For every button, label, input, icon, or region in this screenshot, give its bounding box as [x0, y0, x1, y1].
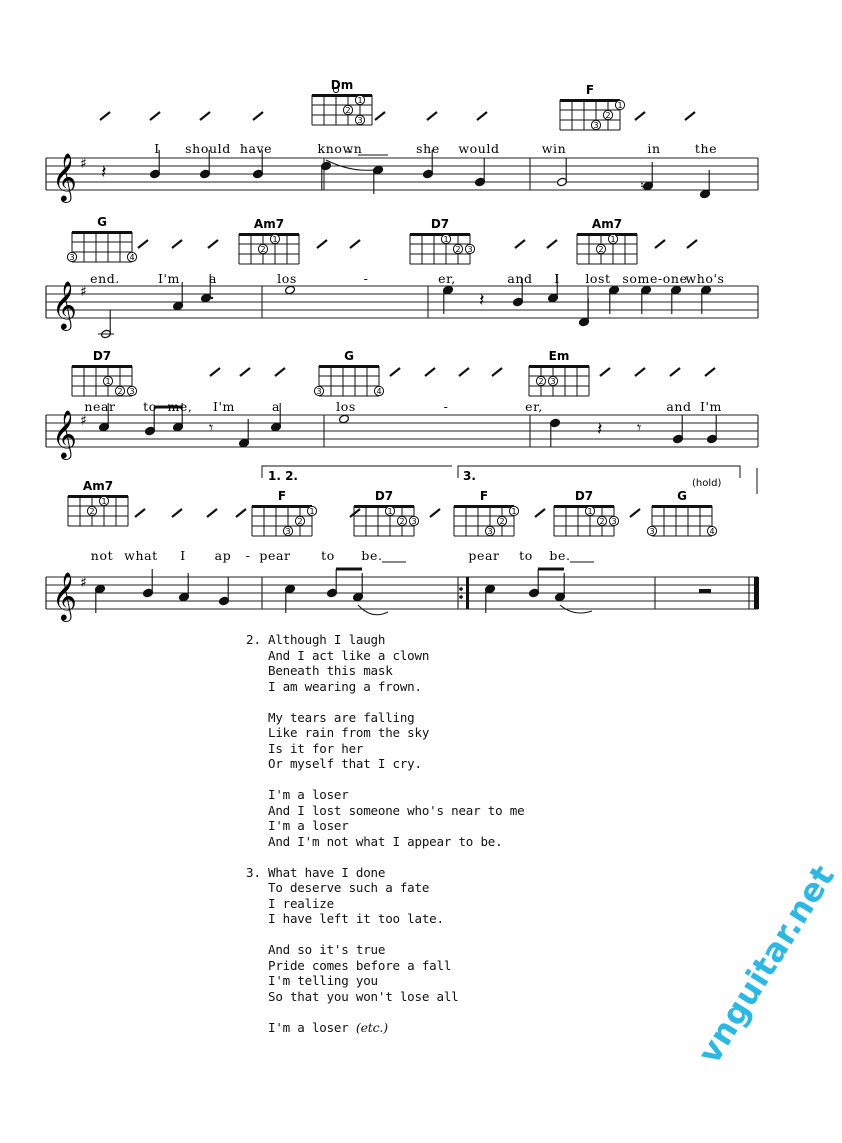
verse-line: I realize	[268, 895, 334, 911]
finger-number: 3	[411, 517, 417, 526]
lyric-syllable: I	[554, 271, 560, 286]
chord-name: D7	[92, 349, 112, 363]
finger-number: 4	[129, 253, 135, 262]
lyric-syllable: er,	[525, 399, 543, 414]
verse-line: What have I done	[268, 864, 386, 880]
rhythm-slash	[375, 112, 385, 120]
chord-diagram	[554, 505, 619, 536]
rhythm-slash	[635, 112, 645, 120]
dot	[211, 297, 213, 299]
finger-number: 3	[487, 527, 493, 536]
quarter-rest: 𝄽	[101, 162, 107, 183]
verse-line: And I'm not what I appear to be.	[268, 833, 503, 849]
finger-number: 4	[709, 527, 715, 536]
lyric-syllable: she	[416, 141, 440, 156]
lyric-syllable: near	[84, 399, 116, 414]
chord-diagram	[410, 233, 475, 264]
lyric-syllable: lost	[585, 271, 611, 286]
verse-line: Pride comes before a fall	[268, 957, 452, 973]
lyric-syllable: los	[336, 399, 356, 414]
verse-line: And so it's true	[268, 942, 386, 957]
treble-clef: 𝄞	[52, 280, 77, 329]
finger-number: 1	[309, 507, 315, 516]
finger-number: 2	[538, 377, 544, 386]
rhythm-slash	[236, 509, 246, 517]
lyric-syllable: in	[647, 141, 661, 156]
chord-name: F	[479, 489, 489, 503]
eighth-rest: 𝄾	[637, 418, 642, 437]
rhythm-slash	[425, 368, 435, 376]
rhythm-slash	[207, 509, 217, 517]
verse-line: And I lost someone who's near to me	[268, 802, 525, 818]
chord-diagram	[67, 231, 136, 262]
lyric-syllable: ap	[214, 548, 232, 563]
finger-number: 2	[605, 111, 611, 120]
rhythm-slash	[275, 368, 285, 376]
lyric-syllable: I'm	[699, 399, 723, 414]
chord-diagram	[560, 99, 625, 130]
finger-number: 1	[587, 507, 593, 516]
verse-number: 3.	[246, 864, 262, 880]
finger-number: 3	[611, 517, 617, 526]
chord-diagram	[239, 233, 299, 264]
finger-number: 1	[105, 377, 111, 386]
chord-diagram	[647, 505, 716, 536]
lyric-syllable: er,	[438, 271, 456, 286]
rhythm-slash	[135, 509, 145, 517]
rhythm-slash	[670, 368, 680, 376]
rhythm-slash	[687, 240, 697, 248]
chord-name: D7	[374, 489, 394, 503]
rhythm-slash	[705, 368, 715, 376]
chord-diagram	[68, 495, 128, 526]
finger-number: 1	[511, 507, 517, 516]
lyric-syllable: a	[271, 399, 281, 414]
rhythm-slash	[200, 112, 210, 120]
finger-number: 2	[117, 387, 123, 396]
treble-clef: 𝄞	[52, 571, 77, 620]
lyric-syllable: known	[317, 141, 363, 156]
quarter-rest: 𝄽	[479, 290, 485, 311]
rhythm-slash	[600, 368, 610, 376]
lyric-syllable: -	[363, 271, 369, 286]
ending-label-1: 1. 2.	[268, 469, 298, 483]
finger-number: 3	[593, 121, 599, 130]
repeat-dot	[459, 587, 463, 591]
finger-number: 1	[443, 235, 449, 244]
rhythm-slash	[427, 112, 437, 120]
verse-line: I have left it too late.	[268, 911, 444, 926]
finger-number: 3	[357, 116, 363, 125]
chord-name: G	[677, 489, 687, 503]
chord-name: Em	[548, 349, 570, 363]
treble-clef: 𝄞	[52, 152, 77, 201]
finger-number: 2	[599, 517, 605, 526]
rhythm-slash	[253, 112, 263, 120]
key-signature-sharp: ♯	[80, 413, 87, 429]
verse-line: Like rain from the sky	[268, 725, 430, 740]
rhythm-slash	[547, 240, 557, 248]
finger-number: 4	[376, 387, 382, 396]
finger-number: 2	[297, 517, 303, 526]
chord-name: Am7	[591, 217, 623, 231]
lyric-syllable: would	[458, 141, 500, 156]
rhythm-slash	[240, 368, 250, 376]
rhythm-slash	[172, 240, 182, 248]
chord-name: F	[585, 83, 595, 97]
half-rest	[699, 589, 711, 593]
lyric-syllable: to	[519, 548, 533, 563]
verse-line: To deserve such a fate	[268, 880, 430, 895]
lyric-syllable: pear	[259, 548, 291, 563]
lyric-syllable: -	[443, 399, 449, 414]
repeat-barline	[466, 577, 469, 609]
finger-number: 3	[316, 387, 322, 396]
rhythm-slash	[685, 112, 695, 120]
finger-number: 3	[649, 527, 655, 536]
finger-number: 3	[285, 527, 291, 536]
lyric-syllable: have	[239, 141, 273, 156]
slur	[326, 160, 374, 170]
ending-label-3: 3.	[463, 469, 476, 483]
rhythm-slash	[172, 509, 182, 517]
chord-diagram	[354, 505, 419, 536]
finger-number: 2	[598, 245, 604, 254]
natural-sign: ♮	[640, 179, 644, 192]
lyric-syllable: and	[507, 271, 533, 286]
rhythm-slash	[390, 368, 400, 376]
verse-line-text: I'm a loser	[268, 1019, 356, 1035]
rhythm-slash	[317, 240, 327, 248]
whole-note	[339, 414, 350, 424]
finger-number: 1	[610, 235, 616, 244]
chord-diagram	[454, 505, 519, 536]
final-barline	[754, 577, 759, 609]
finger-number: 3	[129, 387, 135, 396]
lyric-syllable: los	[277, 271, 297, 286]
verse-line: Is it for her	[268, 740, 364, 756]
chord-name: F	[277, 489, 287, 503]
verse-line: I'm a loser	[268, 787, 349, 802]
lyric-syllable: who's	[685, 271, 725, 286]
chord-diagram	[529, 365, 589, 396]
finger-number: 2	[499, 517, 505, 526]
finger-number: 1	[101, 497, 107, 506]
rhythm-slash	[630, 509, 640, 517]
verse-line: My tears are falling	[268, 709, 415, 725]
lyric-syllable: some-one	[622, 271, 688, 286]
rhythm-slash	[150, 112, 160, 120]
rhythm-slash	[208, 240, 218, 248]
rhythm-slash	[430, 509, 440, 517]
lyric-syllable: I'm	[157, 271, 181, 286]
rhythm-slash	[459, 368, 469, 376]
verse-line: Beneath this mask	[268, 663, 393, 678]
chord-diagram	[314, 365, 383, 396]
quarter-rest: 𝄽	[597, 419, 603, 440]
rhythm-slash	[655, 240, 665, 248]
verse-line: Or myself that I cry.	[268, 756, 422, 771]
rhythm-slash	[210, 368, 220, 376]
rhythm-slash	[138, 240, 148, 248]
finger-number: 3	[69, 253, 75, 262]
verse-number: 2.	[246, 632, 262, 647]
finger-number: 1	[387, 507, 393, 516]
watermark: vnguitar.net	[690, 858, 842, 1071]
music-layer	[46, 78, 759, 622]
chord-diagram	[72, 365, 137, 396]
finger-number: 2	[260, 245, 266, 254]
rhythm-slash	[515, 240, 525, 248]
lyric-syllable: I	[180, 548, 186, 563]
hold-marking: (hold)	[692, 478, 722, 489]
rhythm-slash	[535, 509, 545, 517]
finger-number: 3	[467, 245, 473, 254]
chord-name: G	[97, 215, 107, 229]
lyric-syllable: what	[124, 548, 158, 563]
etc-marking: (etc.)	[355, 1019, 388, 1035]
key-signature-sharp: ♯	[80, 575, 87, 591]
lyric-syllable: to	[321, 548, 335, 563]
lyric-syllable: not	[90, 548, 114, 563]
verse-line: And I act like a clown	[268, 647, 430, 663]
finger-number: 2	[89, 507, 95, 516]
verse-line: Although I laugh	[268, 632, 386, 647]
chord-name: Am7	[253, 217, 285, 231]
lyric-syllable: to	[143, 399, 157, 414]
chord-name: G	[344, 349, 354, 363]
lyric-syllable: pear	[468, 548, 500, 563]
lyric-syllable: should	[185, 141, 231, 156]
chord-name: D7	[430, 217, 450, 231]
finger-number: 2	[399, 517, 405, 526]
chord-diagram	[577, 233, 637, 264]
rhythm-slash	[635, 368, 645, 376]
whole-note	[285, 285, 296, 295]
lyric-syllable: end.	[90, 271, 120, 286]
rhythm-slash	[477, 112, 487, 120]
lyric-syllable: me,	[167, 399, 193, 414]
ending-bracket-3	[458, 466, 740, 478]
chord-name: Am7	[82, 479, 114, 493]
tie	[358, 605, 388, 615]
chord-diagram	[312, 87, 372, 125]
verse-line: I am wearing a frown.	[268, 678, 422, 694]
repeat-dot	[459, 595, 463, 599]
verse-line: So that you won't lose all	[268, 988, 459, 1004]
rhythm-slash	[100, 112, 110, 120]
chord-diagram	[252, 505, 317, 536]
chord-name: D7	[574, 489, 594, 503]
lyric-syllable: a	[208, 271, 218, 286]
key-signature-sharp: ♯	[80, 284, 87, 300]
lyric-syllable: be.	[361, 548, 383, 563]
lyric-syllable: I'm	[212, 399, 236, 414]
lyric-syllable: the	[694, 141, 718, 156]
lyric-syllable: be.	[549, 548, 571, 563]
finger-number: 2	[345, 106, 351, 115]
lyric-syllable: -	[245, 548, 251, 563]
rhythm-slash	[350, 240, 360, 248]
finger-number: 1	[357, 96, 363, 105]
finger-number: 2	[455, 245, 461, 254]
verse-line: I'm a loser	[268, 818, 349, 833]
key-signature-sharp: ♯	[80, 156, 87, 172]
rhythm-slash	[492, 368, 502, 376]
finger-number: 1	[272, 235, 278, 244]
lyric-syllable: I	[154, 141, 160, 156]
chord-name: Dm	[330, 78, 354, 92]
treble-clef: 𝄞	[52, 409, 77, 458]
lyric-syllable: and	[666, 399, 692, 414]
lyric-syllable: win	[541, 141, 567, 156]
finger-number: 1	[617, 101, 623, 110]
verse-line: I'm telling you	[268, 973, 378, 988]
eighth-rest: 𝄾	[209, 418, 214, 437]
finger-number: 3	[550, 377, 556, 386]
